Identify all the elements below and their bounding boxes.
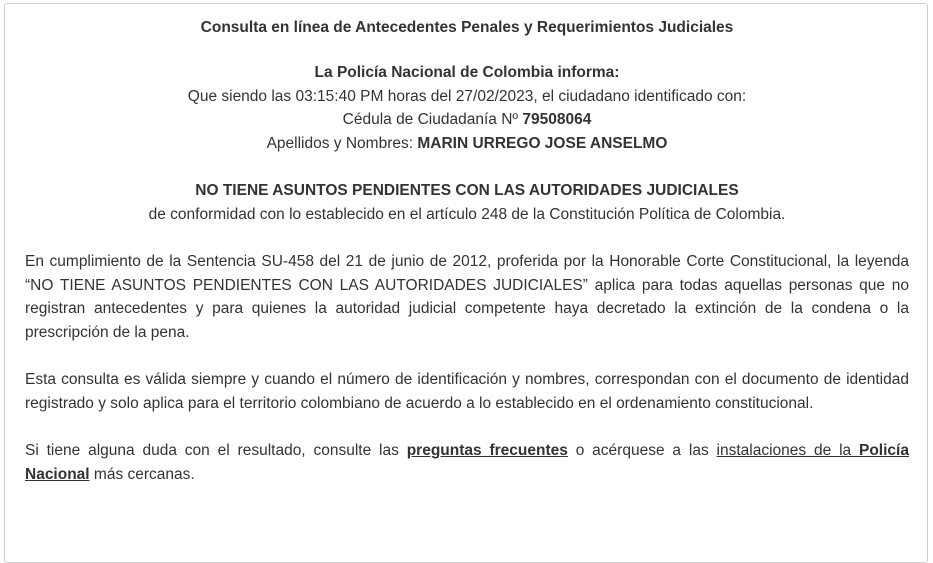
- policia-nacional-link[interactable]: Policía Nacional: [25, 442, 909, 483]
- dudas-paragraph: [25, 439, 909, 486]
- faq-link[interactable]: preguntas frecuentes: [406, 442, 568, 459]
- consulta-line: [25, 85, 909, 109]
- result-block: [25, 179, 909, 226]
- sentencia-paragraph: En cumplimiento de la Sentencia SU-458 del 21 de junio de 2012, proferida por la Honorable Corte Constitucional, la leyenda “NO TIENE ASUNTOS PENDIENTES CON LAS AUTORIDADES JUDICIALES” aplica para todas aquellas personas que no registran antecedentes y para quienes la autoridad judicial competente haya decretado la extinción de la condena o la prescripción de la pena.: [25, 253, 909, 341]
- dudas-prefix: Si tiene alguna duda con el resultado, consulte las: [25, 442, 407, 459]
- nombres-value: MARIN URREGO JOSE ANSELMO: [417, 134, 668, 152]
- consulta-prefix: Que siendo las: [187, 87, 296, 105]
- instalaciones-link[interactable]: instalaciones de la: [716, 442, 859, 459]
- consulta-time: 03:15:40 PM: [295, 87, 384, 105]
- result-heading: NO TIENE ASUNTOS PENDIENTES CON LAS AUTORIDADES JUDICIALES: [195, 182, 739, 199]
- consulta-middle: horas del: [383, 87, 456, 105]
- consulta-suffix: , el ciudadano identificado con:: [533, 87, 747, 105]
- nombres-label: Apellidos y Nombres:: [266, 134, 418, 152]
- documento-label: Cédula de Ciudadanía Nº: [342, 111, 523, 128]
- dudas-suffix: más cercanas.: [89, 465, 195, 483]
- results-panel: [4, 3, 928, 563]
- informa-heading: La Policía Nacional de Colombia informa:: [314, 64, 620, 81]
- documento-line: [25, 108, 909, 132]
- citizen-info: [25, 61, 909, 155]
- validez-paragraph: Esta consulta es válida siempre y cuando el número de identificación y nombres, correspondan con el documento de identidad registrado y solo aplica para el territorio colombiano de acuerdo a lo establecido en el ordenamiento constitucional.: [25, 371, 909, 412]
- consulta-date: 27/02/2023: [455, 87, 534, 105]
- nombres-line: [25, 132, 909, 156]
- documento-number: 79508064: [522, 111, 592, 128]
- results-content: [25, 4, 909, 486]
- page-title: Consulta en línea de Antecedentes Penales y Requerimientos Judiciales: [200, 19, 734, 36]
- dudas-middle: o acérquese a las: [567, 442, 717, 459]
- result-subtext: de conformidad con lo establecido en el artículo 248 de la Constitución Política de Colombia.: [148, 205, 786, 223]
